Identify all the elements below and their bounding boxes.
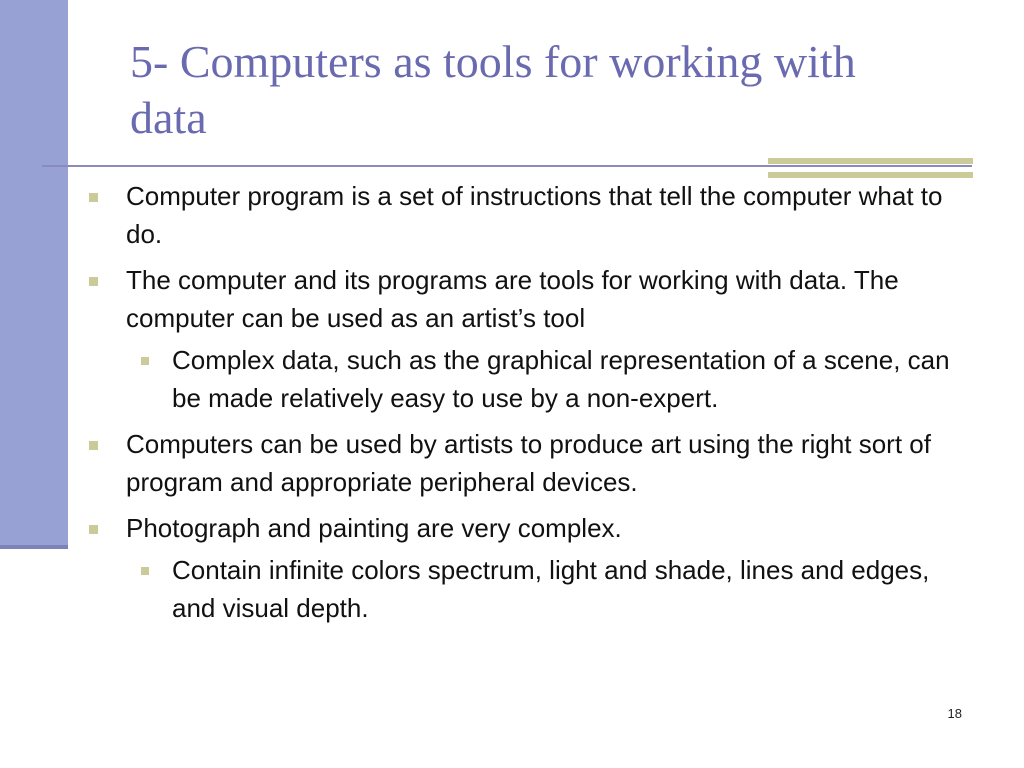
bullet-text: Computer program is a set of instructions that tell the computer what to do. [126,181,943,249]
bullet-text: Photograph and painting are very complex. [126,513,622,543]
bullet-text: The computer and its programs are tools for working with data. The computer can be used as an artist’s tool [126,265,899,333]
sub-bullet-text: Complex data, such as the graphical representation of a scene, can be made relatively easy to use by a non-expert. [172,345,950,413]
bullet-item [0,261,946,337]
bullet-text: Computers can be used by artists to produce art using the right sort of program and appropriate peripheral devices. [126,429,931,497]
page-number: 18 [947,706,962,721]
accent-stripe-top [768,158,973,164]
bullet-item [0,425,946,501]
title-divider [42,165,972,167]
sub-bullet-square-icon [141,357,149,365]
bullet-item [0,509,946,547]
bullet-square-icon [89,525,98,534]
sub-bullet-square-icon [141,567,149,575]
bullet-item [0,177,946,253]
slide-title: 5- Computers as tools for working with data [130,36,856,143]
bullet-square-icon [89,441,98,450]
bullet-square-icon [89,277,98,286]
bullet-list [0,177,1024,627]
sub-bullet-item [0,341,962,417]
sub-bullet-item [0,551,962,627]
sub-bullet-text: Contain infinite colors spectrum, light and shade, lines and edges, and visual depth. [172,555,930,623]
bullet-square-icon [89,193,98,202]
